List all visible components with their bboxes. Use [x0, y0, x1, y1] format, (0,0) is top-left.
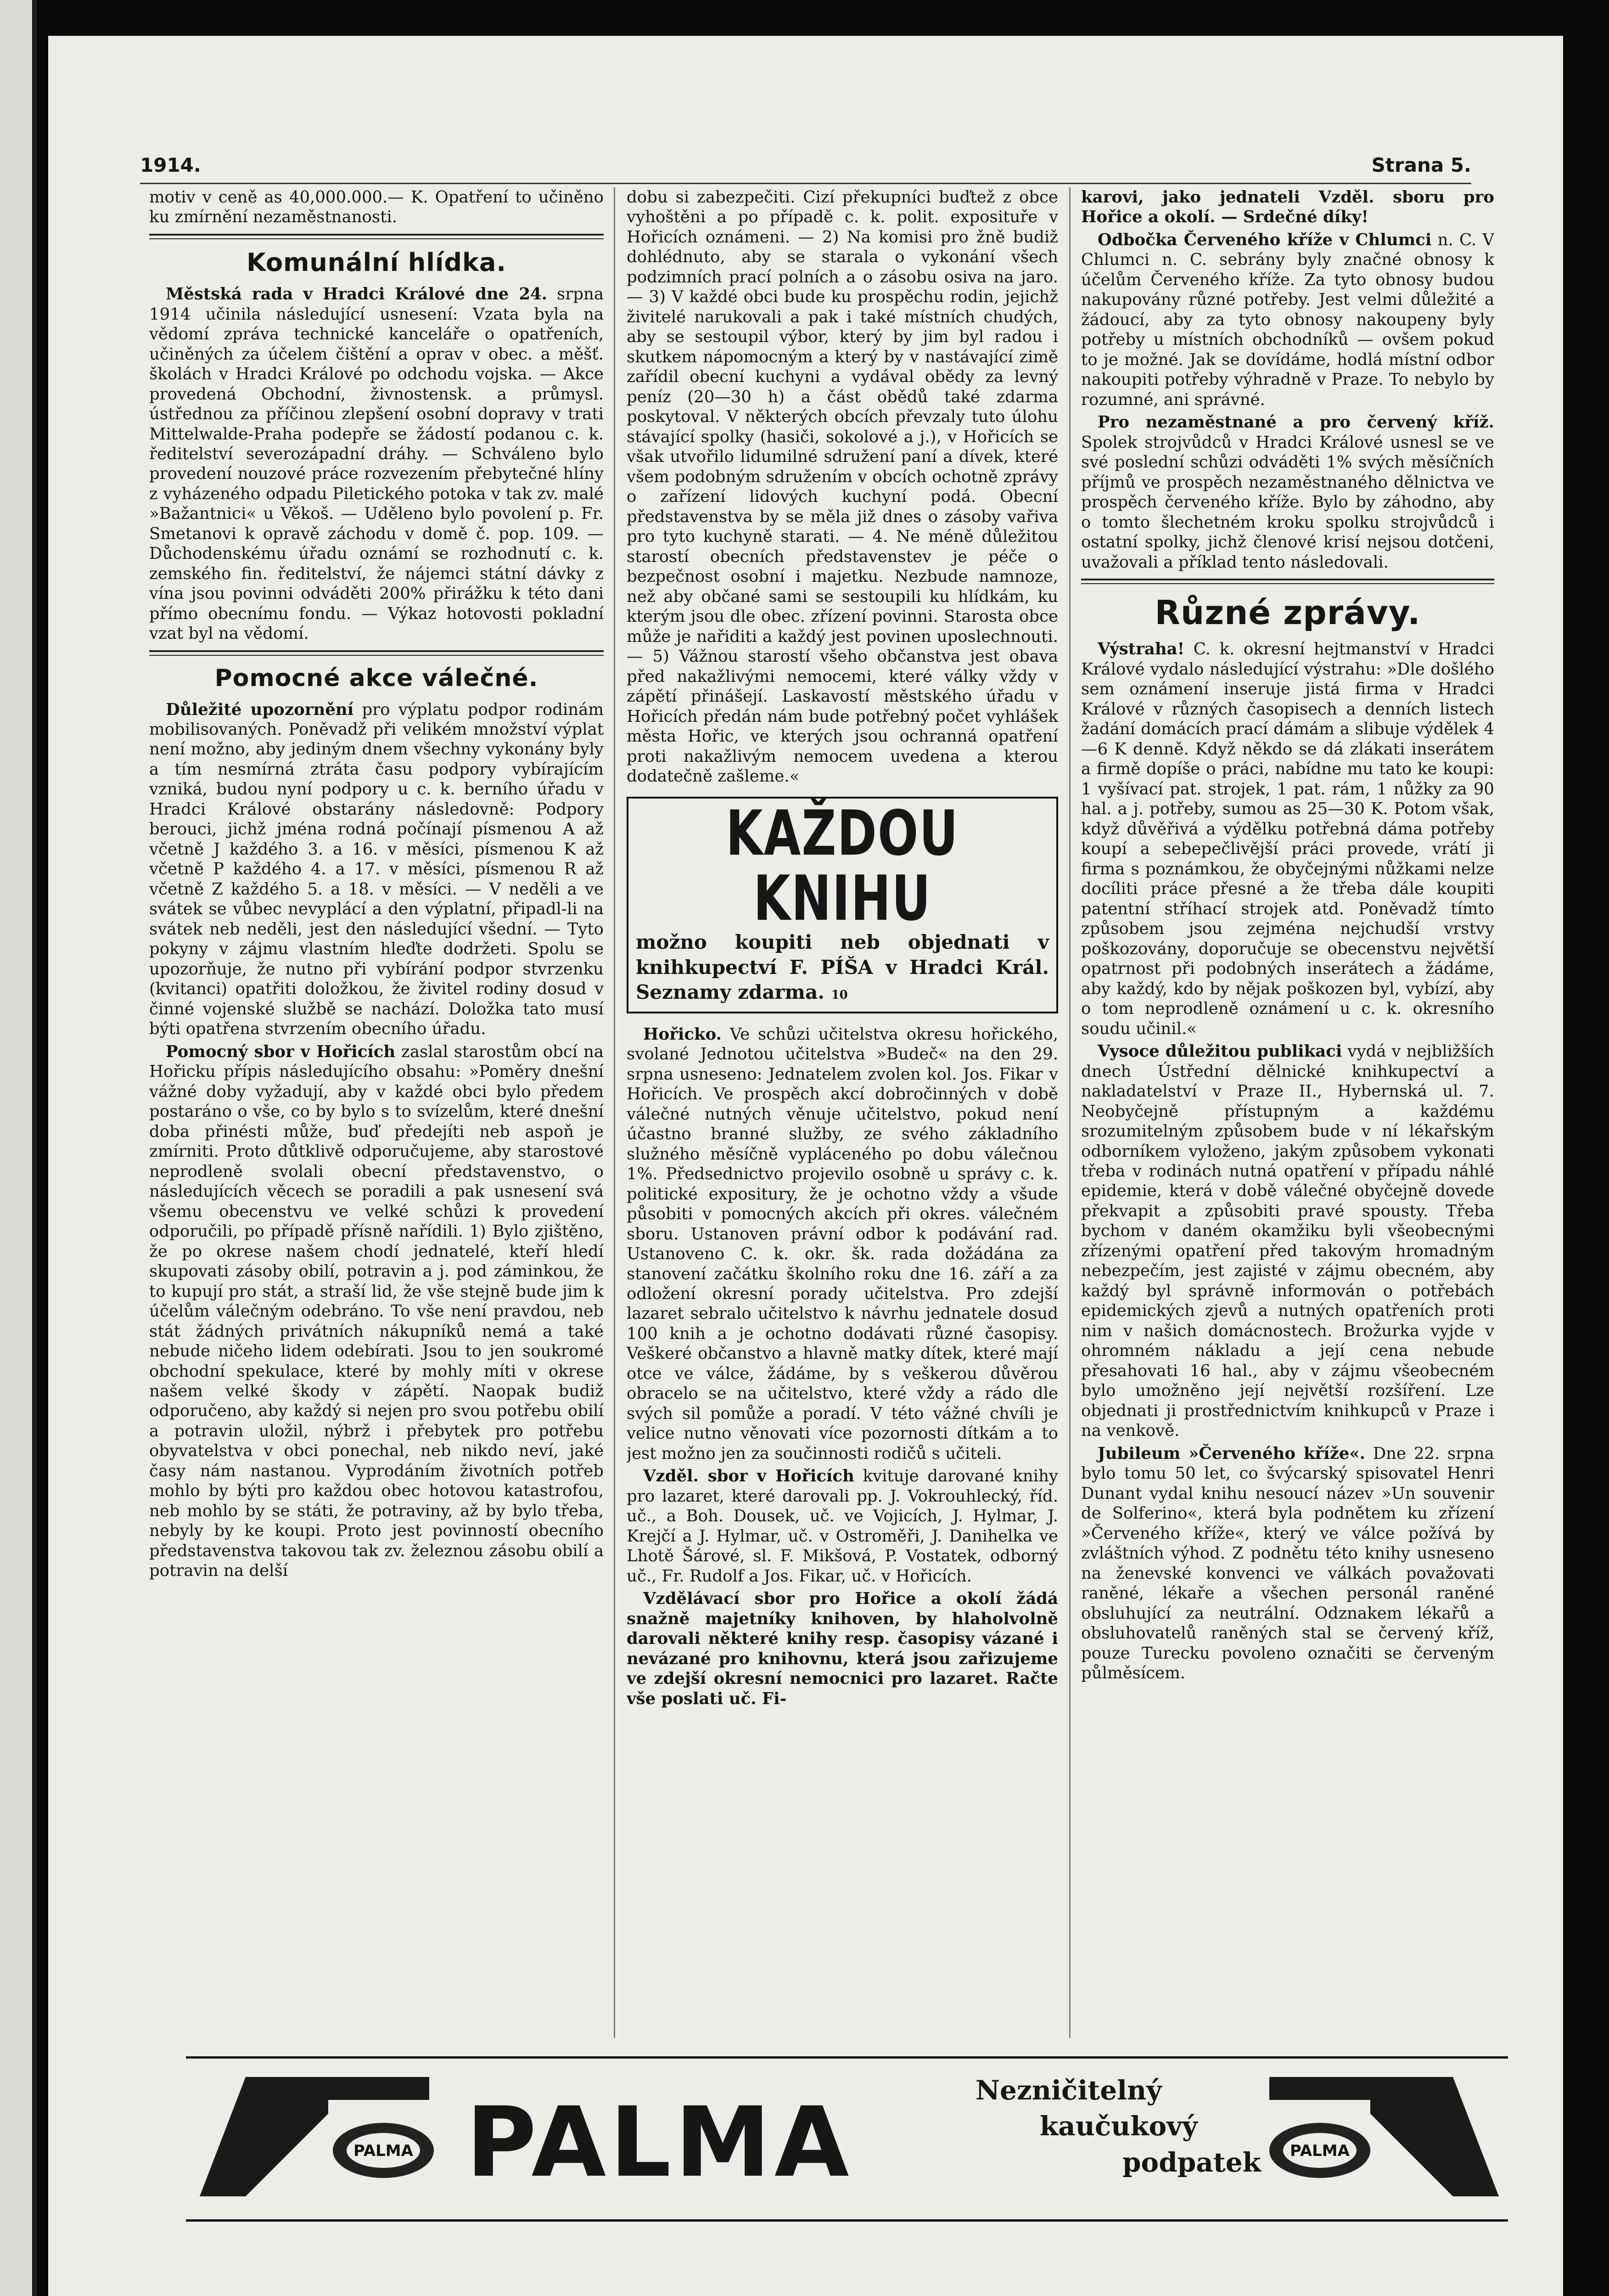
column-3: [1081, 187, 1494, 2038]
advert-body: možno koupiti neb objednati v knihkupectví F. PÍŠA v Hradci Král. Seznamy zdarma.: [636, 930, 1049, 1004]
article-unemployed: [1081, 412, 1494, 572]
section-title-komunalni-hlidka: Komunální hlídka.: [247, 248, 506, 277]
advert-number: 10: [831, 988, 848, 1002]
section-title-ruzne-zpravy: Různé zprávy.: [1155, 593, 1421, 632]
section-title-pomocne-akce: Pomocné akce válečné.: [214, 664, 538, 692]
article-payout-notice: [149, 700, 604, 1039]
article-city-council: [149, 284, 604, 644]
slogan-line-1: Nezničitelný: [975, 2075, 1162, 2106]
heel-label-left: PALMA: [353, 2142, 413, 2160]
double-rule: [1081, 579, 1494, 584]
double-rule: [149, 650, 604, 656]
slogan-line-2: kaučukový: [1040, 2110, 1198, 2142]
article-red-cross-jubilee: [1081, 1444, 1494, 1683]
column-rule-2: [1069, 187, 1071, 2038]
article-body: n. C. V Chlumci n. C. sebrány byly značné obnosy k účelům Červeného kříže. Za tyto obnosy budou nakupovány různé potřeby. Jest velmi důležité a žádoucí, aby za tyto obnosy nakoupeny byly potřeby u místních obchodníků — ovšem pokud to je možné. Jak se dovídáme, hodlá místní odbor nakoupiti potřeby výhradně v Praze. To nebylo by rozumné, ani správné.: [1081, 230, 1494, 409]
article-body: srpna 1914 učinila následující usnesení: Vzata byla na vědomí zpráva technické kanceláře o opatřeních, učiněných za účelem čištění a oprav v obec. a měšť. školách v Hradci Králové po odchodu vojska. — Akce provedená Obchodní, živnostensk. a průmysl. ústřednou za příčinou zlepšení osobní dopravy v trati Mittelwalde-Praha podepře se žádostí podanou c. k. ředitelství severozápadní dráhy. — Schváleno bylo provedení nouzové práce rozvezením přebytečné hlíny z vyházeného odpadu Piletického potoka v tak zv. malé »Bažantnici« u Věkoš. — Uděleno bylo povolení p. Fr. Smetanovi k opravě záchodu v domě č. pop. 109. — Důchodenskému úřadu oznámí se rozhodnutí c. k. zemského fin. ředitelství, že nájemci státní dávky z vína jsou povinni odváděti 200% přirážku k této dani přímo obecnímu fondu. — Výkaz hotovosti pokladní vzat byl na vědomí.: [149, 285, 604, 643]
article-continuation: dobu si zabezpečiti. Cizí překupníci buďtež z obce vyhoštěni a po případě c. k. polit. exposituře v Hořicích oznámeni. — 2) Na komisi pro žně budiž dohlédnuto, aby se starala o vykonání všech podzimních prací polních a o zásobu osiva na jaro. — 3) V každé obci bude ku prospěchu rodin, jejichž živitelé narukovali a pak i také místních chudých, aby se sestoupil výbor, který by jim byl radou i skutkem nápomocným a který by v nastávající zimě zařídil obecní kuchyni a vydával obědy za levný peníz (20—30 h) a část obědů také zdarma poskytoval. V některých obcích převzaly tuto úlohu stávající spolky (hasiči, sokolové a j.), v Hořicích se však utvořilo lidumilné sdružení paní a dívek, které všem podobným sdružením v obcích ochotně zprávy o zařízení lidových kuchyní podá. Obecní představenstva by se měla již dnes o zásoby vařiva pro tyto kuchyně starati. — 4. Ne méně důležitou starostí obecních představenstev je péče o bezpečnost osobní i majetku. Nezbude namnoze, než aby občané sami se sestoupili ku hlídkám, ku kterým jsou dle obec. zřízení povinni. Starosta obce může je nařiditi a každý jest povinen uposlechnouti. — 5) Vážnou starostí všeho občanstva jest obava před nakažlivými nemocemi, které války vždy v zápětí přinášejí. Laskavostí městského úřadu v Hořicích předán nám bude potřebný počet vyhlášek města Hořic, ve kterých jsou ochranná opatření proti nakažlivým nemocem uvedena a kterou dodatečně zašleme.«: [627, 188, 1058, 786]
article-lead: Vysoce důležitou publikaci: [1098, 1042, 1342, 1061]
article-lead: Důležité upozornění: [166, 700, 354, 719]
column-2: [627, 187, 1058, 2038]
column-rule-1: [614, 187, 615, 2038]
advert-slogan: [975, 2072, 1261, 2180]
article-horicko: [627, 1024, 1058, 1464]
newspaper-page: [48, 36, 1563, 2296]
article-red-cross-chlumec: [1081, 230, 1494, 410]
article-body: pro výplatu podpor rodinám mobilisovaných. Poněvadž při velikém množství výplat není možno, aby jediným dnem všechny vykonány byly a tím nesmírná ztráta času podpory vybírajícím vzniká, budou nyní podpory u c. k. berního úřadu v Hradci Králové obstarány následovně: Podpory berouci, jichž jména rodná počínají písmenou A až včetně J každého 3. a 16. v měsíci, písmenou K až včetně P každého 4. a 17. v měsíci, písmenou R až včetně Z každého 5. a 18. v měsíci. — V neděli a ve svátek se vůbec nevyplácí a den výplatní, připadl-li na svátek neb neděli, jest den následující všední. — Tyto pokyny v zájmu vlastním hleďte dodržeti. Spolu se upozorňuje, že nutno při vybírání podpor stvrzenku (kvitanci) opatřiti doložkou, že živitel rodiny dosud v činné vojenské službě se nachází. Doložka tato musí býti opatřena stvrzením obecního úřadu.: [149, 700, 604, 1039]
article-lead: Městská rada v Hradci Králové dne 24.: [166, 285, 548, 304]
column-1: [149, 187, 604, 2038]
article-lead: Hořicko.: [643, 1024, 722, 1044]
article-book-donations: [627, 1466, 1058, 1586]
article-horice-aid-corps: [149, 1042, 604, 1581]
article-body: kvituje darované knihy pro lazaret, které darovali pp. J. Vokrouhlecký, říd. uč., a Boh. Dousek, uč. ve Vojicích, J. Hylmar, J. Krejčí a J. Hylmar, uč. v Ostroměři, J. Danihelka ve Lhotě Šárové, sl. F. Mikšová, P. Vostatek, odborný uč., Fr. Rudolf a Jos. Fikar, uč. v Hořicích.: [627, 1467, 1058, 1586]
article-continuation: karovi, jako jednateli Vzděl. sboru pro Hořice a okolí. — Srdečné díky!: [1081, 188, 1494, 227]
adjacent-page-edge: [0, 0, 32, 2296]
article-lead: Pro nezaměstnané a pro červený kříž.: [1098, 413, 1494, 432]
article-lead: Pomocný sbor v Hořicích: [166, 1042, 396, 1061]
article-lead: Vzděl. sbor v Hořicích: [643, 1467, 854, 1486]
heel-label-right: PALMA: [1290, 2142, 1350, 2160]
article-body: Dne 22. srpna bylo tomu 50 let, co švýcarský spisovatel Henri Dunant vydal knihu nesoucí název »Un souvenir de Solferino«, která byla podnětem ku zřízení »Červeného kříže«, který ve válce požívá by zvláštních výhod. Z podnětu této knihy usneseno na ženevské konvenci ve válkách považovati raněné, lékaře a všechen personál raněné obsluhující za neutrální. Odznakem lékařů a obsluhovatelů raněných stal se červený kříž, pouze Turecku povoleno označiti se červeným půlměsícem.: [1081, 1444, 1494, 1683]
article-body: Ve schůzi učitelstva okresu hořického, svolané Jednotou učitelstva »Budeč« na den 29. srpna usneseno: Jednatelem zvolen kol. Jos. Fikar v Hořicích. Ve prospěch akcí dobročinných v době válečné nutných věnuje učitelstvo, pokud není účastno branné služby, ze svého základního služného měsíčně vypláceného po dobu válečnou 1%. Předsednictvo projevilo osobně u správy c. k. politické expositury, že je ochotno vždy a všude působiti v pomocných akcích při okres. válečném sboru. Ustanoven právní odbor k podávání rad. Ustanoveno C. k. okr. šk. rada dožádána za stanovení začátku školního roku dne 16. září a za odložení okresní porady učitelstva. Pro zdejší lazaret sebralo učitelstvo k návrhu jednatele dosud 100 knih a je ochotno dodávati různé časopisy. Veškeré občanstvo a hlavně matky dítek, které mají otce ve válce, žádáme, by s veškerou důvěrou obracelo se na učitelstvo, které vždy a rádo dle svých sil pomůže a poradí. V této vážné chvíli je velice nutno věnovati více pozornosti dítkám a to jest možno jen za součinnosti rodičů s učiteli.: [627, 1024, 1058, 1463]
header-page-number: Strana 5.: [1371, 154, 1471, 176]
article-body: C. k. okresní hejtmanství v Hradci Králové vydalo následující výstrahu: »Dle došlého sem oznámení inseruje jistá firma v Hradci Králové v různých časopisech a denních listech žadání domácích prací dámám a slibuje výdělek 4—6 K denně. Když někdo se dá zlákati inserátem a firmě dopíše o práci, nabídne mu tato ke koupi: 1 vyšívací pat. strojek, 1 pat. rám, 1 nůžky za 90 hal. a j. potřeby, sumou as 25—30 K. Potom však, když důvěřivá a výdělku potřebná dáma potřeby koupí a sebepečlivější práci provede, vrátí ji firma s poznámkou, že obyčejnými nůžkami nelze docíliti práce přesné a že třeba dále koupiti patentní stříhací strojek atd. Poněvadž tímto způsobem jsou zejména nejchudší vrstvy poškozovány, doporučuje se obecenstvu největší opatrnost při podobných inserátech a žádáme, aby každý, kdo by nějak poškozen byl, vybízí, aby o tom neprodleně oznámení u c. k. okresního soudu učinil.«: [1081, 640, 1494, 1038]
advert-headline: KAŽDOU KNIHU: [726, 796, 959, 935]
header-year: 1914.: [140, 154, 201, 176]
article-lead: Odbočka Červeného kříže v Chlumci: [1098, 230, 1432, 249]
advert-text: [636, 930, 1049, 1005]
running-header: [140, 141, 1471, 184]
adjacent-page-gutter: [33, 0, 37, 2296]
intro-paragraph: motiv v ceně as 40,000.000.— K. Opatření to učiněno ku zmírnění nezaměstnanosti.: [149, 188, 604, 227]
article-body: Spolek strojvůdců v Hradci Králové usnesl se ve své poslední schůzi odváděti 1% svých měsíčních příjmů ve prospěch nezaměstnaného dělnictva ve prospěch červeného kříže. Bylo by záhodno, aby o tomto šlechetném kroku spolku strojvůdců i ostatní spolky, jichž členové krisí nejsou dotčeni, uvažovali a příklad tento následovali.: [1081, 433, 1494, 572]
article-lead: Jubileum »Červeného kříže«.: [1098, 1444, 1365, 1463]
shoe-heel-illustration-right: [1251, 2059, 1508, 2215]
double-rule: [149, 234, 604, 239]
article-lead: Výstraha!: [1098, 640, 1185, 659]
article-warning: [1081, 639, 1494, 1039]
article-body: zaslal starostům obcí na Hořicku přípis následujícího obsahu: »Poměry dnešní vážné doby vyžadují, aby v každé obci bylo předem postaráno o vše, co by bylo s to svízelům, které dnešní doba přinésti může, buď předejíti neb aspoň je zmírniti. Proto důtklivě odporučujeme, aby starostové neprodleně svolali obecní představenstvo, o následujících věcech se poradili a pak usnesení svá všemu obecenstvu ve velké schůzi k provedení odporučili, po případě přísně nařídili. 1) Bylo zjištěno, že po okrese našem chodí jednatelé, kteří hledí skupovati zásoby obilí, potravin a j. pod záminkou, že to kupují pro stát, a straší lid, že vše stejně bude jim k účelům válečným odebráno. To vše není pravdou, neb stát žádných privátních nákupníků nemá a také nebude ničeho lidem odebírati. Jsou to jen soukromé obchodní spekulace, které by mohly míti v okrese našem velké škody v zápětí. Naopak budiž odporučeno, aby každý si nejen pro svou potřebu obilí a potravin uložil, nýbrž i přebytek pro potřebu obyvatelstva v obci ponechal, neb nikdo neví, jaké časy nám nastanou. Vyprodáním životních potřeb mohlo by býti pro každou obec hotovou katastrofou, neb mohlo by se státi, že potraviny, až by bylo třeba, nebyly by ke koupi. Proto jest povinností obecního představenstva takovou tak zv. železnou zásobu obilí a potravin na delší: [149, 1042, 604, 1581]
article-body: vydá v nejbližších dnech Ústřední dělnické knihkupectví a nakladatelství v Praze II., Hybernská ul. 7. Neobyčejně přístupným a každému srozumitelným způsobem bude v ní lékařským odborníkem vyloženo, jakým způsobem vykonati třeba v rodinách nutná opatření v případu náhlé epidemie, která v době válečné obyčejně dovede překvapit a způsobiti pravé spousty. Třeba bychom v daném okamžiku byli všeobecnými zřízenými opatření před takovým hromadným nebezpečím, jest zajisté v zájmu obecném, aby každý byl správně informován o potřebách epidemických zjevů a nutných opatřeních proti nim v našich domácnostech. Brožurka vyjde v ohromném nákladu a její cena nebude přesahovati 16 hal., aby v zájmu všeobecném bylo umožněno její největší rozšíření. Lze objednati ji prostřednictvím knihkupců v Praze i na venkově.: [1081, 1042, 1494, 1441]
article-publication: [1081, 1041, 1494, 1441]
slogan-line-3: podpatek: [1122, 2146, 1261, 2178]
palma-advert: [186, 2056, 1508, 2222]
shoe-heel-illustration-left: [191, 2059, 448, 2215]
bookshop-advert: [627, 797, 1058, 1013]
article-library-appeal: Vzdělávací sbor pro Hořice a okolí žádá snažně majetníky knihoven, by hlaholvolně darovali některé knihy resp. časopisy vázané i nevázané pro knihovnu, která jsou zařizujeme ve zdejší okresní nemocnici pro lazaret. Račte vše poslati uč. Fi-: [627, 1589, 1058, 1708]
brand-name: PALMA: [466, 2086, 853, 2199]
